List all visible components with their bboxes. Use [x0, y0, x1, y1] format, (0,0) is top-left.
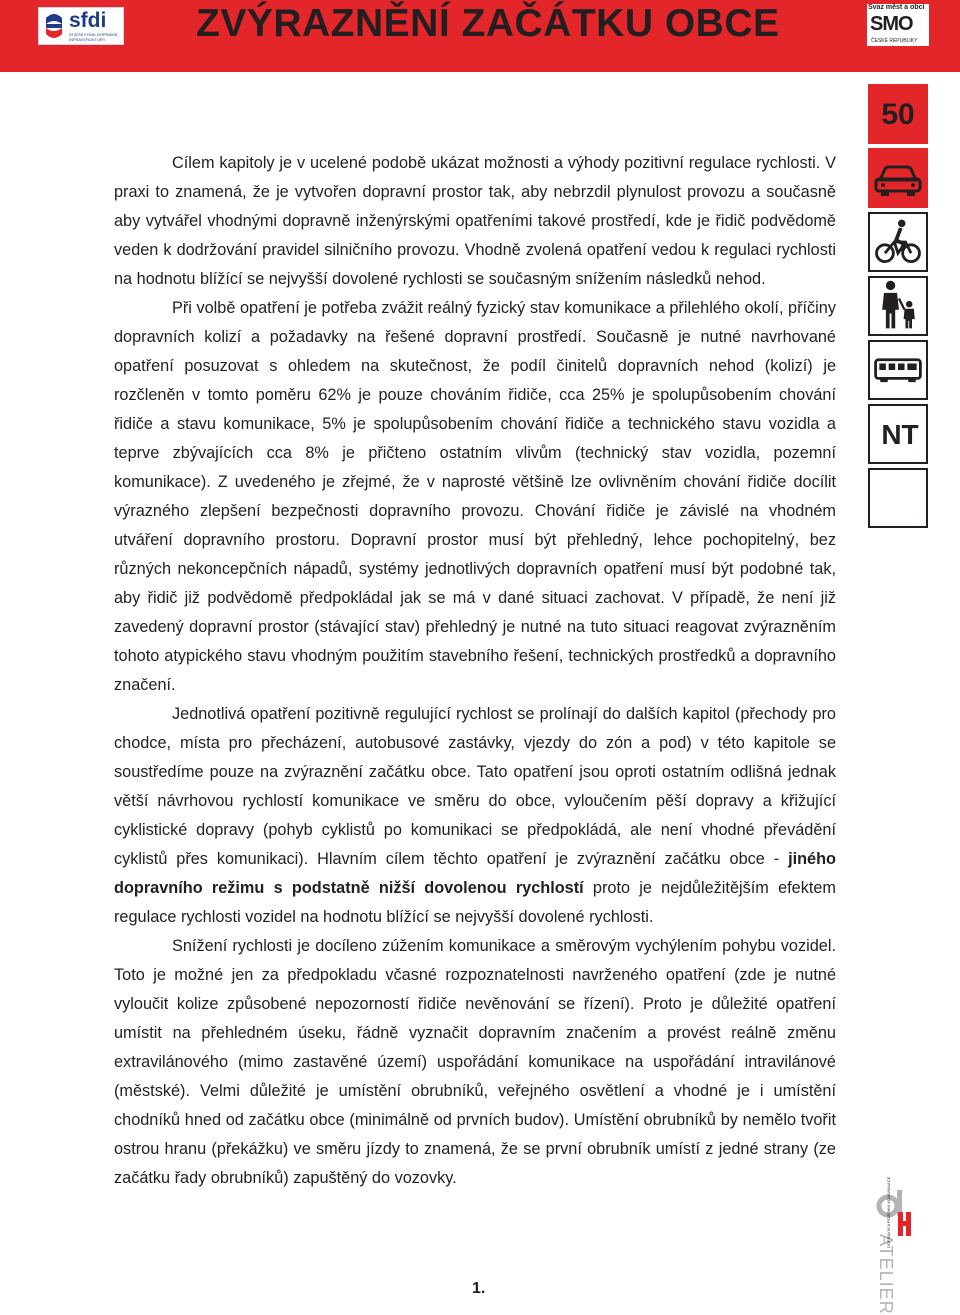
smo-logo-main: SMO [870, 13, 913, 35]
atelier-mark-icon [876, 1188, 916, 1238]
smo-logo-top: Svaz měst a obcí [868, 4, 925, 11]
nt-label: NT [881, 419, 919, 450]
cyclist-icon [870, 214, 926, 270]
speed-limit-badge [868, 84, 928, 144]
speed-limit-label: 50 [881, 98, 915, 131]
pedestrian-icon [870, 278, 926, 334]
paragraph-3-end: proto je nejdůležitějším efektem regulace rychlosti vozidel na hodnotu blížící se nejvyšší dovolené rychlosti. [114, 879, 836, 926]
paragraph-2: Při volbě opatření je potřeba zvážit reálný fyzický stav komunikace a přilehlého okolí, příčiny dopravních kolizí a požadavky na řešené dopravní prostředí. Současně je nutné navrhované opatření posuzovat s ohledem na skutečnost, že podíl činitelů dopravních nehod (kolizí) je rozčleněn v tomto poměru 62% je pouze chováním řidiče, cca 25% je spolupůsobením chování řidiče a stavu komunikace, 5% je spolupůsobením chování řidiče a technického stavu vozidla a teprve zbývajících cca 8% je přičteno ostatním vlivům (technický stav vozidla, pozemní komunikace). Z uvedeného je zřejmé, že v naprosté většině lze ovlivněním chování řidiče docílit výrazného zlepšení bezpečnosti dopravního provozu. Chování řidiče je závislé na vhodném utváření dopravního prostoru. Dopravní prostor musí být přehledný, lehce pochopitelný, bez různých nekoncepčních nápadů, systémy jednotlivých dopravních opatření musí být podobné tak, aby řidič již podvědomě předpokládal jak se má v dané situaci zachovat. V případě, že není již zavedený dopravní prostor (stávající stav) přehledný je nutné na tuto situaci reagovat zvýrazněním tohoto atypického stavu vhodným použitím stavebního řešení, technických prostředků a dopravního značení. [114, 299, 836, 694]
empty-badge [868, 468, 928, 528]
article-body [114, 149, 836, 1193]
atelier-logo-text: ATELIER [876, 1234, 896, 1315]
paragraph-3-bold: jiného dopravního režimu s podstatně nižší dovolenou rychlostí [114, 850, 836, 897]
atelier-logo [876, 1176, 916, 1315]
pedestrian-badge [868, 276, 928, 336]
sfdi-logo-text: sfdi [69, 9, 107, 32]
cyclist-badge [868, 212, 928, 272]
sfdi-logo-subtitle: STÁTNÍ FOND DOPRAVNÍ INFRASTRUKTURY [69, 32, 118, 42]
paragraph-3-start: Jednotlivá opatření pozitivně regulující rychlost se prolínají do dalších kapitol (přechody pro chodce, místa pro přecházení, autobusové zastávky, vjezdy do zón a pod) v této kapitole se soustředíme pouze na zvýraznění začátku obce. Tato opatření jsou oproti ostatním odlišná jednak větší návrhovou rychlostí komunikace ve směru do obce, vyloučením pěší dopravy a křižující cyklistické dopravy (pohyb cyklistů po komunikaci se předpokládá, ale není vhodné převádění cyklistů přes komunikaci). Hlavním cílem těchto opatření je zvýraznění začátku obce - [114, 705, 836, 868]
category-sidebar [868, 84, 930, 532]
paragraph-3 [114, 700, 836, 932]
car-badge [868, 148, 928, 208]
smo-logo [867, 4, 929, 46]
atelier-logo-subtitle: DOPRAVNÍ A POZEMNÍ KOMUNIKACE [886, 1176, 891, 1248]
car-icon [868, 148, 928, 208]
page-number: 1. [472, 1280, 486, 1297]
smo-logo-bottom: ČESKÉ REPUBLIKY [871, 38, 918, 44]
bus-icon [870, 342, 926, 398]
sfdi-logo [38, 7, 124, 45]
paragraph-4: Snížení rychlosti je docíleno zúžením komunikace a směrovým vychýlením pohybu vozidel. Toto je možné jen za předpokladu včasné rozpoznatelnosti navrženého opatření (zde je nutné vyloučit kolize způsobené nepozorností řidiče nevěnování se řízení). Proto je důležité opatření umístit na přehledném úseku, řádně vyznačit dopravním značením a provést reálně změnu extravilánového (mimo zastavěné území) uspořádání komunikace na uspořádání intravilánové (městské). Velmi důležité je umístění obrubníků, veřejného osvětlení a vhodné je i umístění chodníků hned od začátku obce (minimálně od prvních budov). Umístění obrubníků by nemělo tvořit ostrou hranu (překážku) ve směru jízdy to znamená, že se první obrubník umístí z jedné strany (ze začátku řady obrubníků) zapuštěný do vozovky. [114, 937, 836, 1187]
page-title: ZVÝRAZNĚNÍ ZAČÁTKU OBCE [196, 2, 780, 45]
nt-badge [868, 404, 928, 464]
paragraph-1: Cílem kapitoly je v ucelené podobě ukázat možnosti a výhody pozitivní regulace rychlosti. V praxi to znamená, že je vytvořen dopravní prostor tak, aby nebrzdil plynulost provozu a současně aby vytvářel vhodnými dopravně inženýrskými opatřeními takové prostředí, kde je řidič podvědomě veden k dodržování pravidel silničního provozu. Vhodně zvolená opatření vedou k regulaci rychlosti na hodnotu blížící se nejvyšší dovolené rychlosti se současným snížením následků nehod. [114, 154, 836, 288]
bus-badge [868, 340, 928, 400]
header-bar [0, 0, 960, 72]
sfdi-mark-icon [43, 12, 65, 40]
